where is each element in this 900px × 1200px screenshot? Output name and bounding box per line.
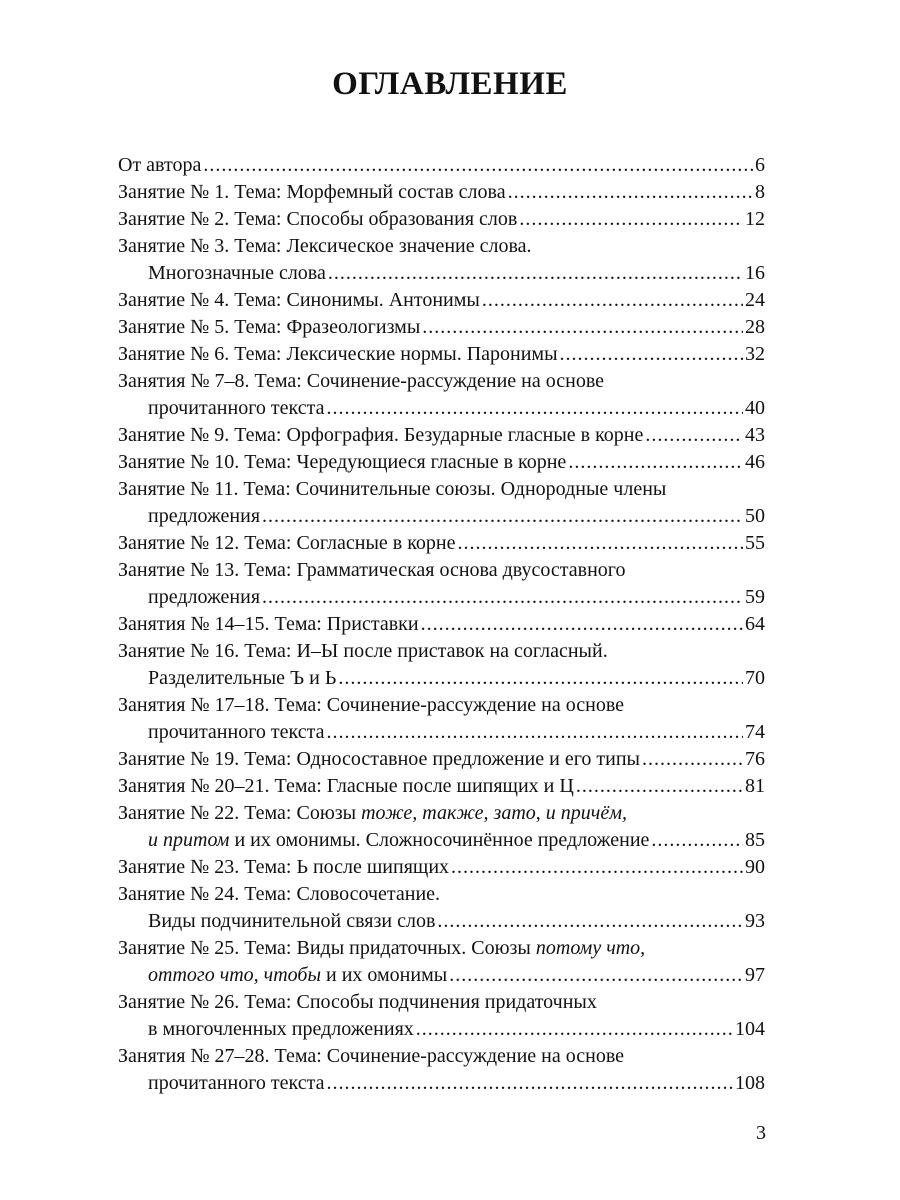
toc-page-number: 40 — [745, 397, 765, 419]
toc-entry — [118, 233, 765, 287]
toc-entry-line — [118, 152, 765, 179]
toc-entry-text: Занятие № 23. Тема: Ь после шипящих — [118, 856, 450, 878]
dot-leader — [422, 314, 743, 341]
toc-page-number: 93 — [745, 910, 765, 932]
toc-entry-text: Занятие № 10. Тема: Чередующиеся гласные в корне — [118, 451, 567, 473]
toc-entry-text: Виды подчинительной связи слов — [148, 910, 436, 932]
toc-entry — [118, 206, 765, 233]
toc-entry-line — [118, 800, 765, 827]
toc-entry-line — [118, 179, 765, 206]
toc-entry-line — [118, 368, 765, 395]
toc-entry-continuation — [118, 395, 765, 422]
toc-page-number: 97 — [745, 964, 765, 986]
dot-leader — [327, 395, 744, 422]
toc-entry-text: Занятие № 12. Тема: Согласные в корне — [118, 532, 456, 554]
italic-segment: тоже, также, зато, и причём, — [361, 802, 627, 824]
dot-leader — [328, 260, 743, 287]
dot-leader — [451, 854, 743, 881]
toc-entry-text: Занятие № 26. Тема: Способы подчинения придаточных — [118, 991, 597, 1013]
toc-entry-text — [148, 962, 447, 989]
toc-entry-line — [118, 638, 765, 665]
toc-entry-text: Занятия № 14–15. Тема: Приставки — [118, 613, 419, 635]
toc-entry-continuation — [118, 260, 765, 287]
dot-leader — [262, 584, 743, 611]
toc-entry-text: От автора — [118, 154, 202, 176]
toc-entry — [118, 611, 765, 638]
toc-entry-text: прочитанного текста — [148, 397, 325, 419]
toc-entry — [118, 152, 765, 179]
toc-entry-continuation — [118, 1016, 765, 1043]
text-segment: Занятие № 22. Тема: Союзы — [118, 802, 362, 824]
toc-entry-text — [118, 935, 645, 962]
toc-entry-line — [118, 881, 765, 908]
toc-page-number: 43 — [745, 424, 765, 446]
toc-entry-text: Занятие № 4. Тема: Синонимы. Антонимы — [118, 289, 480, 311]
toc-entry-line — [118, 854, 765, 881]
dot-leader — [327, 719, 744, 746]
toc-entry-text: Занятие № 11. Тема: Сочинительные союзы. Однородные члены — [118, 478, 667, 500]
toc-entry-line — [118, 557, 765, 584]
toc-page-number: 64 — [745, 613, 765, 635]
toc-page-number: 8 — [755, 181, 765, 203]
page-number: 3 — [756, 1122, 766, 1144]
dot-leader — [651, 827, 743, 854]
italic-segment: потому что, — [535, 937, 646, 959]
toc-entry — [118, 989, 765, 1043]
toc-entry-continuation — [118, 503, 765, 530]
toc-entry-line — [118, 314, 765, 341]
toc-entry-line — [118, 422, 765, 449]
toc-entry-text — [148, 827, 649, 854]
toc-page-number: 104 — [735, 1018, 765, 1040]
toc-entry-line — [118, 449, 765, 476]
toc-entry-text: Разделительные Ъ и Ь — [148, 667, 337, 689]
toc-page-number: 70 — [745, 667, 765, 689]
toc-entry-text: Занятия № 27–28. Тема: Сочинение-рассуждение на основе — [118, 1045, 625, 1067]
toc-page-number: 85 — [745, 829, 765, 851]
table-of-contents — [118, 152, 765, 1097]
toc-entry — [118, 881, 765, 935]
toc-entry-line — [118, 287, 765, 314]
toc-entry — [118, 746, 765, 773]
toc-entry — [118, 368, 765, 422]
toc-entry — [118, 179, 765, 206]
dot-leader — [416, 1016, 733, 1043]
toc-entry-continuation — [118, 962, 765, 989]
dot-leader — [449, 962, 743, 989]
toc-entry-text: Занятие № 24. Тема: Словосочетание. — [118, 883, 441, 905]
toc-entry-line — [118, 530, 765, 557]
toc-entry-line — [118, 692, 765, 719]
toc-entry — [118, 935, 765, 989]
dot-leader — [262, 503, 743, 530]
text-segment: и их омонимы — [321, 964, 448, 986]
toc-page-number: 108 — [735, 1072, 765, 1094]
toc-page-number: 50 — [745, 505, 765, 527]
toc-entry — [118, 530, 765, 557]
toc-entry — [118, 854, 765, 881]
text-segment: Занятие № 25. Тема: Виды придаточных. Союзы — [118, 937, 536, 959]
dot-leader — [338, 665, 743, 692]
toc-entry-text: Занятие № 5. Тема: Фразеологизмы — [118, 316, 421, 338]
toc-entry — [118, 314, 765, 341]
toc-page-number: 59 — [745, 586, 765, 608]
toc-page-number: 74 — [745, 721, 765, 743]
toc-entry-continuation — [118, 908, 765, 935]
toc-entry — [118, 1043, 765, 1097]
toc-entry-text: Занятие № 3. Тема: Лексическое значение слова. — [118, 235, 532, 257]
toc-entry-text: прочитанного текста — [148, 721, 325, 743]
dot-leader — [458, 530, 744, 557]
toc-entry-text: Занятие № 6. Тема: Лексические нормы. Паронимы — [118, 343, 558, 365]
toc-page-number: 46 — [745, 451, 765, 473]
toc-entry-line — [118, 341, 765, 368]
toc-entry-text: в многочленных предложениях — [148, 1018, 414, 1040]
toc-entry — [118, 773, 765, 800]
toc-entry — [118, 422, 765, 449]
toc-page-number: 90 — [745, 856, 765, 878]
toc-entry-line — [118, 989, 765, 1016]
toc-entry-line — [118, 1043, 765, 1070]
toc-entry-text: Многозначные слова — [148, 262, 326, 284]
toc-page-number: 76 — [745, 748, 765, 770]
text-segment: и их омонимы. Сложносочинённое предложение — [229, 829, 650, 851]
dot-leader — [482, 287, 743, 314]
toc-entry-continuation — [118, 1070, 765, 1097]
dot-leader — [203, 152, 753, 179]
dot-leader — [642, 746, 743, 773]
toc-entry — [118, 638, 765, 692]
toc-entry-line — [118, 773, 765, 800]
toc-entry-text — [118, 800, 627, 827]
toc-entry — [118, 449, 765, 476]
toc-entry — [118, 557, 765, 611]
toc-entry-text: предложения — [148, 586, 261, 608]
toc-entry — [118, 287, 765, 314]
italic-segment: оттого что, чтобы — [148, 964, 321, 986]
dot-leader — [327, 1070, 734, 1097]
dot-leader — [437, 908, 743, 935]
dot-leader — [519, 206, 743, 233]
toc-entry-text: Занятие № 16. Тема: И–Ы после приставок на согласный. — [118, 640, 608, 662]
toc-entry-text: Занятие № 1. Тема: Морфемный состав слова — [118, 181, 506, 203]
page-title: ОГЛАВЛЕНИЕ — [332, 66, 568, 102]
toc-page-number: 28 — [745, 316, 765, 338]
toc-entry — [118, 692, 765, 746]
toc-page-number: 12 — [745, 208, 765, 230]
toc-entry — [118, 800, 765, 854]
toc-entry-line — [118, 935, 765, 962]
dot-leader — [421, 611, 743, 638]
toc-entry-text: прочитанного текста — [148, 1072, 325, 1094]
dot-leader — [576, 773, 743, 800]
dot-leader — [560, 341, 743, 368]
toc-entry — [118, 476, 765, 530]
italic-segment: и притом — [148, 829, 230, 851]
toc-entry — [118, 341, 765, 368]
toc-entry-text: Занятия № 7–8. Тема: Сочинение-рассуждение на основе — [118, 370, 605, 392]
toc-entry-continuation — [118, 719, 765, 746]
toc-entry-continuation — [118, 584, 765, 611]
toc-entry-line — [118, 611, 765, 638]
toc-entry-continuation — [118, 827, 765, 854]
toc-entry-line — [118, 206, 765, 233]
dot-leader — [645, 422, 743, 449]
toc-page-number: 55 — [745, 532, 765, 554]
toc-entry-line — [118, 746, 765, 773]
toc-entry-text: Занятие № 9. Тема: Орфография. Безударные гласные в корне — [118, 424, 644, 446]
toc-entry-text: Занятие № 13. Тема: Грамматическая основа двусоставного — [118, 559, 626, 581]
toc-page-number: 81 — [745, 775, 765, 797]
toc-entry-continuation — [118, 665, 765, 692]
toc-entry-text: Занятие № 2. Тема: Способы образования слов — [118, 208, 518, 230]
toc-page-number: 32 — [745, 343, 765, 365]
toc-entry-text: предложения — [148, 505, 261, 527]
toc-entry-line — [118, 233, 765, 260]
dot-leader — [508, 179, 753, 206]
toc-page-number: 16 — [745, 262, 765, 284]
toc-entry-text: Занятия № 20–21. Тема: Гласные после шипящих и Ц — [118, 775, 574, 797]
dot-leader — [568, 449, 743, 476]
toc-page-number: 6 — [755, 154, 765, 176]
toc-entry-text: Занятия № 17–18. Тема: Сочинение-рассуждение на основе — [118, 694, 625, 716]
toc-entry-text: Занятие № 19. Тема: Односоставное предложение и его типы — [118, 748, 640, 770]
toc-page-number: 24 — [745, 289, 765, 311]
toc-entry-line — [118, 476, 765, 503]
